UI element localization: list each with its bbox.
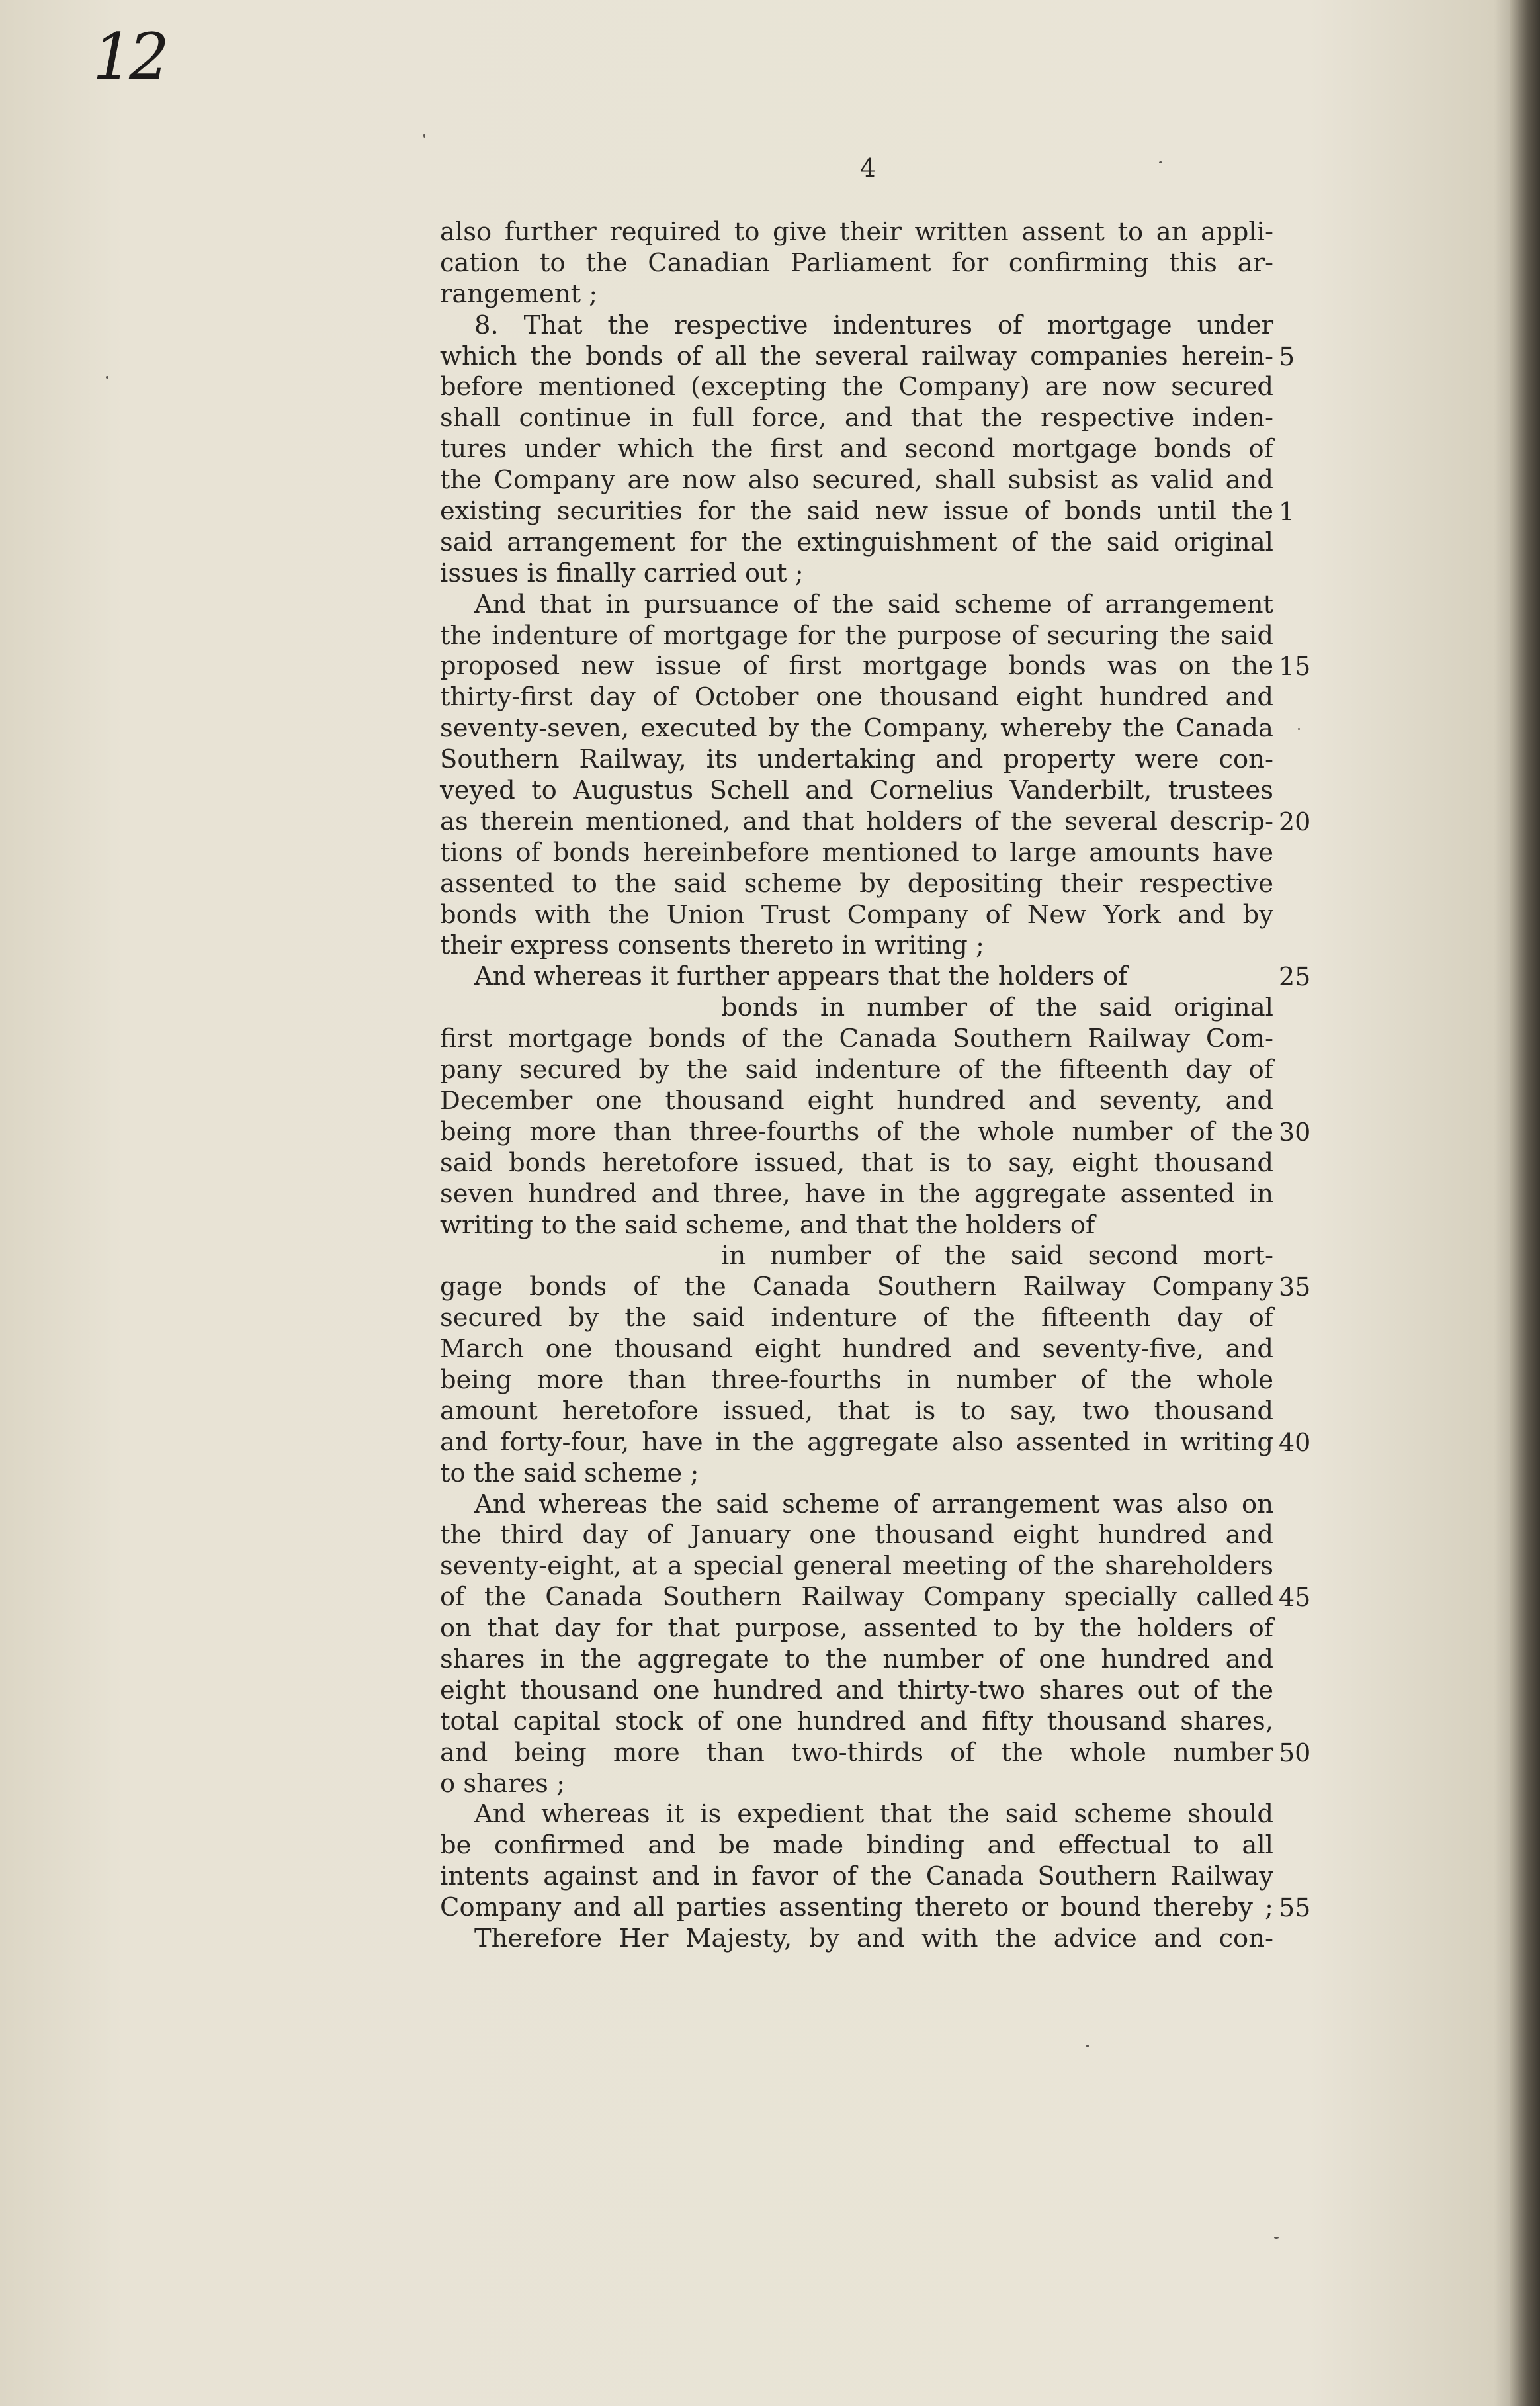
text-line xyxy=(440,496,1295,527)
page-number: 4 xyxy=(860,154,877,183)
text-line xyxy=(440,1644,1273,1675)
line-text: shares in the aggregate to the number of one hundred and xyxy=(440,1644,1273,1674)
line-text: And whereas it is expedient that the said scheme should xyxy=(474,1799,1273,1830)
line-text: veyed to Augustus Schell and Cornelius Vanderbilt, trustees xyxy=(440,776,1273,806)
line-text: Company and all parties assenting thereto or bound thereby ; xyxy=(440,1893,1273,1923)
text-line xyxy=(440,590,1273,621)
text-line xyxy=(440,1707,1273,1738)
line-number-margin: 50 xyxy=(1279,1738,1311,1767)
text-line xyxy=(440,1675,1273,1707)
line-text: which the bonds of all the several railway companies herein- xyxy=(440,341,1273,371)
line-text: as therein mentioned, and that holders of the several descrip- xyxy=(440,806,1273,836)
text-line xyxy=(440,217,1273,248)
line-text: bonds in number of the said original xyxy=(721,993,1273,1023)
text-line xyxy=(440,1024,1273,1055)
text-line xyxy=(440,900,1273,931)
line-text: amount heretofore issued, that is to say, two thousand xyxy=(440,1396,1273,1426)
text-line xyxy=(440,558,1273,590)
line-text: be confirmed and be made binding and effectual to all xyxy=(440,1830,1273,1861)
line-text: assented to the said scheme by depositing their respective xyxy=(440,868,1273,899)
line-text: rangement ; xyxy=(440,279,598,309)
text-line xyxy=(440,621,1273,652)
text-line xyxy=(440,403,1273,434)
text-line xyxy=(440,806,1311,838)
line-text: total capital stock of one hundred and fifty thousand shares, xyxy=(440,1706,1273,1736)
line-text: 8. That the respective indentures of mortgage under xyxy=(474,310,1273,340)
line-text: secured by the said indenture of the fifteenth day of xyxy=(440,1303,1273,1333)
line-number-margin: 1 xyxy=(1279,497,1295,527)
line-number-margin: 25 xyxy=(1279,962,1311,992)
text-line xyxy=(440,465,1273,496)
text-line xyxy=(440,744,1273,776)
text-line xyxy=(440,1303,1273,1334)
text-line xyxy=(440,1893,1311,1924)
line-text: their express consents thereto in writing ; xyxy=(440,930,985,961)
line-text: seventy-seven, executed by the Company, whereby the Canada xyxy=(440,713,1273,744)
line-text: first mortgage bonds of the Canada Southern Railway Com- xyxy=(440,1024,1273,1054)
text-line xyxy=(440,1241,1273,1272)
line-text: also further required to give their written assent to an appli- xyxy=(440,217,1273,247)
binding-edge xyxy=(1510,0,1540,2406)
text-line xyxy=(440,713,1273,744)
line-text: Southern Railway, its undertaking and property were con- xyxy=(440,744,1273,775)
line-text: intents against and in favor of the Canada Southern Railway xyxy=(440,1861,1273,1892)
line-number-margin: 20 xyxy=(1279,807,1311,836)
line-number-margin: 40 xyxy=(1279,1427,1311,1457)
text-line xyxy=(440,1769,1273,1800)
line-text: on that day for that purpose, assented to by the holders of xyxy=(440,1613,1273,1644)
line-text: seventy-eight, at a special general meeting of the shareholders xyxy=(440,1551,1273,1582)
text-line xyxy=(440,310,1273,341)
line-number-margin: 30 xyxy=(1279,1117,1311,1147)
line-text: cation to the Canadian Parliament for confirming this ar- xyxy=(440,247,1273,278)
line-number-margin: 55 xyxy=(1279,1893,1311,1923)
line-text: o shares ; xyxy=(440,1768,566,1799)
line-text: writing to the said scheme, and that the holders of xyxy=(440,1210,1095,1240)
line-text: the indenture of mortgage for the purpose of securing the said xyxy=(440,620,1273,650)
line-text: and being more than two-thirds of the whole number xyxy=(440,1737,1273,1767)
line-text: the Company are now also secured, shall subsist as valid and xyxy=(440,465,1273,496)
text-line xyxy=(440,1613,1273,1644)
text-line xyxy=(440,1861,1273,1893)
text-line xyxy=(440,1490,1273,1521)
text-line xyxy=(440,1551,1273,1582)
text-line xyxy=(440,1210,1273,1241)
line-text: and forty-four, have in the aggregate also assented in writing xyxy=(440,1427,1273,1457)
text-line xyxy=(440,1830,1273,1861)
text-line xyxy=(440,1116,1311,1148)
line-text: And that in pursuance of the said scheme of arrangement xyxy=(474,589,1273,619)
text-line xyxy=(440,1458,1273,1490)
line-text: said arrangement for the extinguishment of the said original xyxy=(440,527,1273,557)
line-text: shall continue in full force, and that the respective inden- xyxy=(440,403,1273,433)
text-line xyxy=(440,1737,1311,1769)
line-text: said bonds heretofore issued, that is to say, eight thousand xyxy=(440,1147,1273,1178)
text-line xyxy=(440,1427,1311,1458)
text-line xyxy=(440,776,1273,807)
text-line xyxy=(440,1055,1273,1086)
text-line xyxy=(440,279,1273,310)
line-text: thirty-first day of October one thousand eight hundred and xyxy=(440,682,1273,713)
line-text: bonds with the Union Trust Company of New York and by xyxy=(440,899,1273,930)
text-line xyxy=(440,1086,1273,1117)
line-text: Therefore Her Majesty, by and with the advice and con- xyxy=(474,1923,1273,1953)
line-number-margin: 15 xyxy=(1279,652,1311,682)
line-text: December one thousand eight hundred and seventy, and xyxy=(440,1085,1273,1116)
line-text: tures under which the first and second mortgage bonds of xyxy=(440,434,1273,465)
line-text: And whereas the said scheme of arrangement was also on xyxy=(474,1489,1273,1519)
text-line xyxy=(440,1924,1273,1955)
text-line xyxy=(440,341,1295,373)
line-text: tions of bonds hereinbefore mentioned to large amounts have xyxy=(440,837,1273,868)
text-line xyxy=(440,527,1273,558)
text-line xyxy=(440,682,1273,713)
line-text: being more than three-fourths of the whole number of the xyxy=(440,1116,1273,1147)
text-line xyxy=(440,1365,1273,1396)
line-text: March one thousand eight hundred and seventy-five, and xyxy=(440,1334,1273,1364)
text-line xyxy=(440,930,1273,961)
text-line xyxy=(440,1396,1273,1427)
handwritten-folio-number: 12 xyxy=(93,20,166,94)
line-text: gage bonds of the Canada Southern Railway Company xyxy=(440,1272,1273,1302)
text-line xyxy=(440,1520,1273,1551)
line-number-margin: 5 xyxy=(1279,341,1295,371)
line-text: pany secured by the said indenture of the fifteenth day of xyxy=(440,1055,1273,1085)
text-line xyxy=(440,1272,1311,1303)
line-text: existing securities for the said new issue of bonds until the xyxy=(440,496,1273,527)
line-text: being more than three-fourths in number of the whole xyxy=(440,1364,1273,1395)
text-line xyxy=(440,869,1273,900)
text-line xyxy=(440,434,1273,465)
line-number-margin: 35 xyxy=(1279,1272,1311,1302)
line-text: the third day of January one thousand eight hundred and xyxy=(440,1520,1273,1550)
text-line xyxy=(440,1148,1273,1179)
text-line xyxy=(440,1334,1273,1365)
line-text: proposed new issue of first mortgage bonds was on the xyxy=(440,651,1273,682)
text-line xyxy=(440,1179,1273,1210)
text-line xyxy=(440,961,1311,993)
line-text: before mentioned (excepting the Company) are now secured xyxy=(440,372,1273,402)
text-line xyxy=(440,1799,1273,1830)
line-text: in number of the said second mort- xyxy=(721,1241,1273,1271)
line-text: And whereas it further appears that the holders of xyxy=(474,961,1128,992)
line-text: to the said scheme ; xyxy=(440,1458,699,1488)
text-line xyxy=(440,1582,1311,1613)
document-body xyxy=(440,217,1311,1955)
text-line xyxy=(440,993,1273,1024)
line-number-margin: 45 xyxy=(1279,1583,1311,1613)
line-text: seven hundred and three, have in the aggregate assented in xyxy=(440,1179,1273,1209)
text-line xyxy=(440,248,1273,279)
line-text: issues is finally carried out ; xyxy=(440,558,804,588)
line-text: of the Canada Southern Railway Company specially called xyxy=(440,1582,1273,1613)
text-line xyxy=(440,651,1311,682)
text-line xyxy=(440,838,1273,869)
text-line xyxy=(440,372,1273,403)
line-text: eight thousand one hundred and thirty-two shares out of the xyxy=(440,1675,1273,1705)
